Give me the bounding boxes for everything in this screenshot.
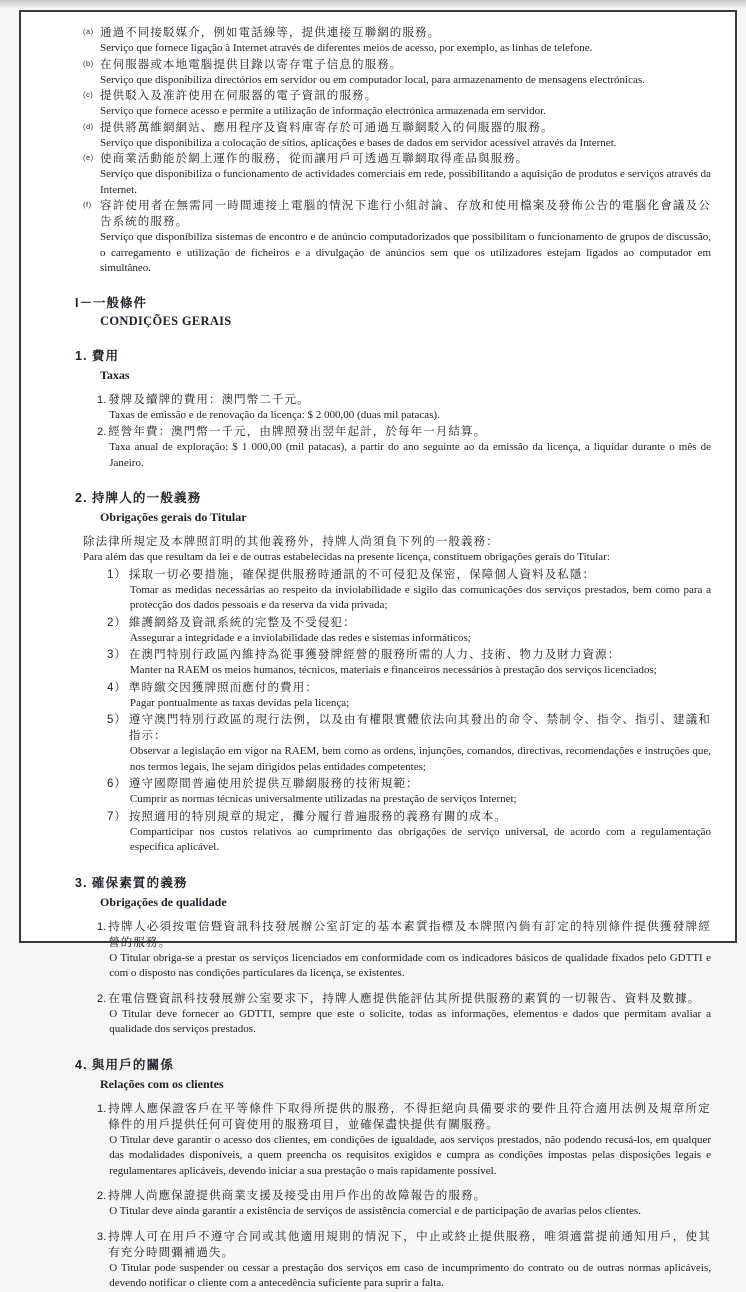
footnote — [83, 88, 711, 120]
clause-number: 5） — [107, 714, 127, 726]
clause-number: 2. — [97, 1190, 107, 1202]
clause-text-zh: 持牌人尚應保證提供商業支援及接受由用戶作出的故障報告的服務。 — [108, 1190, 487, 1202]
clause-number: 1. — [97, 1102, 107, 1115]
footnote-text-zh: 提供駁入及准許使用在伺服器的電子資訊的服務。 — [100, 90, 378, 102]
clause — [107, 647, 711, 679]
section-fees — [75, 346, 711, 472]
footnote-marker: (a) — [83, 27, 94, 36]
part-title-pt: CONDIÇÕES GERAIS — [100, 313, 232, 328]
clause — [107, 615, 711, 647]
clause-text-pt: O Titular deve fornecer ao GDTTI, sempre que este o solicite, todas as informações, elementos e dados que permitam avaliar a qualidade dos serviços prestados. — [109, 1007, 711, 1035]
clause-text-zh: 遵守澳門特別行政區的現行法例，以及由有權限實體依法向其發出的命令、禁制令、指令、指引、建議和指示： — [128, 714, 711, 742]
clause-text-zh: 發牌及續牌的費用：澳門幣二千元。 — [108, 393, 310, 406]
clause-text-zh: 準時繳交因獲牌照而應付的費用： — [128, 681, 318, 694]
clause-text-pt: O Titular pode suspender ou cessar a prestação dos serviços em caso de incumprimento do contrato ou de outras normas aplicáveis, devendo notificar o cliente com a antecedência suficiente para suprir a falta. — [109, 1261, 711, 1289]
section-title-pt: Obrigações gerais do Titular — [100, 510, 247, 524]
footnote-list — [83, 25, 711, 277]
footnote-marker: (b) — [83, 58, 94, 68]
part-title-zh: I－一般條件 — [75, 295, 147, 310]
section-quality-obligations — [75, 873, 711, 1038]
clause-number: 6） — [107, 778, 127, 790]
clause-number: 1） — [107, 568, 127, 581]
section-general-obligations — [75, 488, 711, 856]
footnote-text-pt: Serviço que fornece acesso e permite a utilização de informação electrónica armazenada em servidor. — [100, 105, 546, 117]
clause-number: 1. — [97, 920, 107, 933]
section-title-zh: 2. 持牌人的一般義務 — [75, 491, 202, 505]
clause-text-zh: 持牌人應保證客戶在平等條件下取得所提供的服務，不得拒絕向具備要求的要件且符合適用法例及規章所定條件的用戶提供任何可資使用的服務項目，並確保盡快提供有關服務。 — [108, 1102, 711, 1131]
clause — [107, 680, 711, 712]
clause-text-zh: 持牌人可在用戶不遵守合同或其他適用規則的情況下，中止或終止提供服務，唯須適當提前通知用戶，使其有充分時間彌補過失。 — [108, 1230, 711, 1259]
clause — [97, 424, 711, 471]
clause — [107, 776, 711, 808]
clause — [97, 1188, 711, 1220]
footnote — [83, 198, 711, 277]
footnote-marker: (d) — [83, 121, 94, 131]
footnote-marker: (c) — [83, 90, 94, 99]
section-intro-zh: 除法律所規定及本牌照訂明的其他義務外，持牌人尚須負下列的一般義務： — [83, 536, 499, 548]
clause-text-zh: 在電信暨資訊科技發展辦公室要求下，持牌人應提供能評估其所提供服務的素質的一切報告、資料及數據。 — [108, 992, 701, 1005]
clause-text-pt: Observar a legislação em vigor na RAEM, bem como as ordens, injunções, comandos, directivas, recomendações e instruções que, nos termos legais, lhe sejam dirigidos pelas entidades competentes; — [129, 745, 711, 773]
clause-text-pt: Cumprir as normas técnicas universalmente utilizadas na prestação de serviços Internet; — [129, 793, 517, 805]
section-title-zh: 3. 確保素質的義務 — [75, 875, 188, 890]
clause — [97, 991, 711, 1038]
clause-text-pt: O Titular obriga-se a prestar os serviços licenciados em conformidade com os indicadores básicos de qualidade fixados pelo GDTTI e com o disposto nas condições particulares da licença, se existentes. — [109, 951, 711, 979]
clause — [107, 809, 711, 856]
footnote-text-pt: Serviço que disponibiliza o funcionamento de actividades comerciais em rede, possibilitando a aquisição de produtos e serviços através da Internet. — [100, 168, 711, 196]
clause-number: 2） — [107, 616, 127, 629]
clause — [97, 919, 711, 982]
footnote — [83, 57, 711, 89]
clause-number: 2. — [97, 426, 107, 438]
clause-text-pt: Pagar pontualmente as taxas devidas pela licença; — [129, 696, 350, 709]
clause-text-pt: Taxa anual de exploração: $ 1 000,00 (mil patacas), a partir do ano seguinte ao da emissão da licença, a liquidar durante o mês de Janeiro. — [109, 441, 711, 469]
section-intro — [83, 534, 711, 566]
footnote — [83, 151, 711, 198]
clause — [107, 712, 711, 775]
clause-text-pt: Taxas de emissão e de renovação da licença: $ 2 000,00 (duas mil patacas). — [109, 408, 440, 421]
clause-text-zh: 經營年費：澳門幣一千元，由牌照發出翌年起計，於每年一月結算。 — [108, 426, 487, 438]
clause-number: 3. — [97, 1230, 107, 1243]
section-number: 3. — [75, 875, 88, 890]
clause-number: 1. — [97, 393, 107, 406]
clause-text-pt: Tomar as medidas necessárias ao respeito da inviolabilidade e sigilo das comunicações dos serviços prestados, bem como para a protecção dos dados pessoais e da reserva da vida privada; — [129, 583, 711, 611]
clause-number: 2. — [97, 992, 107, 1005]
document-page — [19, 10, 737, 1289]
clause-text-zh: 維護網絡及資訊系統的完整及不受侵犯： — [128, 616, 356, 629]
footnote-text-pt: Serviço que fornece ligação à Internet através de diferentes meios de acesso, por exemplo, as linhas de telefone. — [100, 42, 593, 54]
section-title-pt: Taxas — [100, 367, 130, 382]
clause-text-zh: 在澳門特別行政區內維持為從事獲發牌經營的服務所需的人力、技術、物力及財力資源： — [128, 649, 621, 661]
clause-number: 4） — [107, 681, 127, 694]
clause — [97, 1101, 711, 1180]
clause-text-zh: 持牌人必須按電信暨資訊科技發展辦公室訂定的基本素質指標及本牌照內倘有訂定的特別條件提供獲發牌經營的服務。 — [108, 920, 711, 949]
footnote — [83, 25, 711, 57]
section-number: 4. — [75, 1057, 88, 1072]
footnote-text-pt: Serviço que disponibiliza directórios em servidor ou em computador local, para armazenamento de mensagens electrónicas. — [100, 73, 645, 86]
scan-paper-edge — [0, 0, 746, 8]
part-heading — [75, 293, 711, 329]
footnote-text-zh: 容許使用者在無需同一時間連接上電腦的情況下進行小組討論、存放和使用檔案及發佈公告的電腦化會議及公告系統的服務。 — [100, 200, 711, 228]
footnote-text-zh: 通過不同接駁媒介，例如電話線等，提供連接互聯網的服務。 — [100, 27, 441, 39]
clause — [97, 392, 711, 424]
footnote-text-pt: Serviço que disponibiliza sistemas de encontro e de anúncio computadorizados que possibilitam o funcionamento de grupos de discussão, o carregamento e utilização de ficheiros e a divulgação de anúncios sem que os utilizadores estejam ligados ao computador em simultâneo. — [100, 231, 711, 274]
clause-text-pt: Manter na RAEM os meios humanos, técnicos, materiais e financeiros necessários à prestação dos serviços licenciados; — [129, 664, 657, 676]
clause-number: 7） — [107, 810, 127, 823]
section-title-zh: 1. 費用 — [75, 348, 120, 363]
footnote-marker: (f) — [83, 200, 92, 209]
footnote-text-zh: 使商業活動能於網上運作的服務，從而讓用戶可透過互聯網取得產品與服務。 — [100, 153, 529, 165]
section-intro-pt: Para além das que resultam da lei e de outras estabelecidas na presente licença, constituem obrigações gerais do Titular: — [83, 551, 610, 563]
footnote — [83, 120, 711, 152]
section-title-pt: Relações com os clientes — [100, 1076, 224, 1091]
clause-text-zh: 按照適用的特別規章的規定，攤分履行普遍服務的義務有關的成本。 — [128, 810, 507, 823]
clause — [107, 567, 711, 614]
clause-number: 3） — [107, 649, 127, 661]
footnote-text-pt: Serviço que disponibiliza a colocação de sítios, aplicações e bases de dados em servidor acessível através da Internet. — [100, 136, 617, 149]
section-number: 2. — [75, 491, 88, 505]
clause-text-pt: Assegurar a integridade e a inviolabilidade das redes e sistemas informáticos; — [129, 631, 471, 644]
section-client-relations — [75, 1055, 711, 1292]
footnote-text-zh: 提供將萬維網網站、應用程序及資料庫寄存於可通過互聯網駁入的伺服器的服務。 — [100, 121, 554, 134]
clause-text-pt: Comparticipar nos custos relativos ao cumprimento das obrigações de serviço universal, de acordo com a regulamentação específica aplicável. — [129, 825, 711, 853]
clause-text-pt: O Titular deve garantir o acesso dos clientes, em condições de igualdade, aos serviços prestados, não podendo recusá-los, em qualquer das modalidades disponíveis, a quem preencha os requisitos exigidos e cumpra as condições impostas pelas disposições legais e regulamentares aplicáveis, devendo iniciar a sua prestação o mais rapidamente possível. — [109, 1133, 711, 1177]
clause-text-zh: 遵守國際間普遍使用於提供互聯網服務的技術規範： — [128, 778, 419, 790]
clause-text-zh: 採取一切必要措施，確保提供服務時通訊的不可侵犯及保密，保障個人資料及私隱： — [128, 568, 596, 581]
clause-text-pt: O Titular deve ainda garantir a existência de serviços de assistência comercial e de participação de avarias pelos clientes. — [109, 1205, 641, 1217]
section-title-pt: Obrigações de qualidade — [100, 894, 227, 909]
clause — [97, 1229, 711, 1292]
footnote-marker: (e) — [83, 153, 94, 162]
section-number: 1. — [75, 348, 88, 363]
section-title-zh: 4. 與用戶的關係 — [75, 1057, 175, 1072]
footnote-text-zh: 在伺服器或本地電腦提供目錄以寄存電子信息的服務。 — [100, 58, 403, 71]
